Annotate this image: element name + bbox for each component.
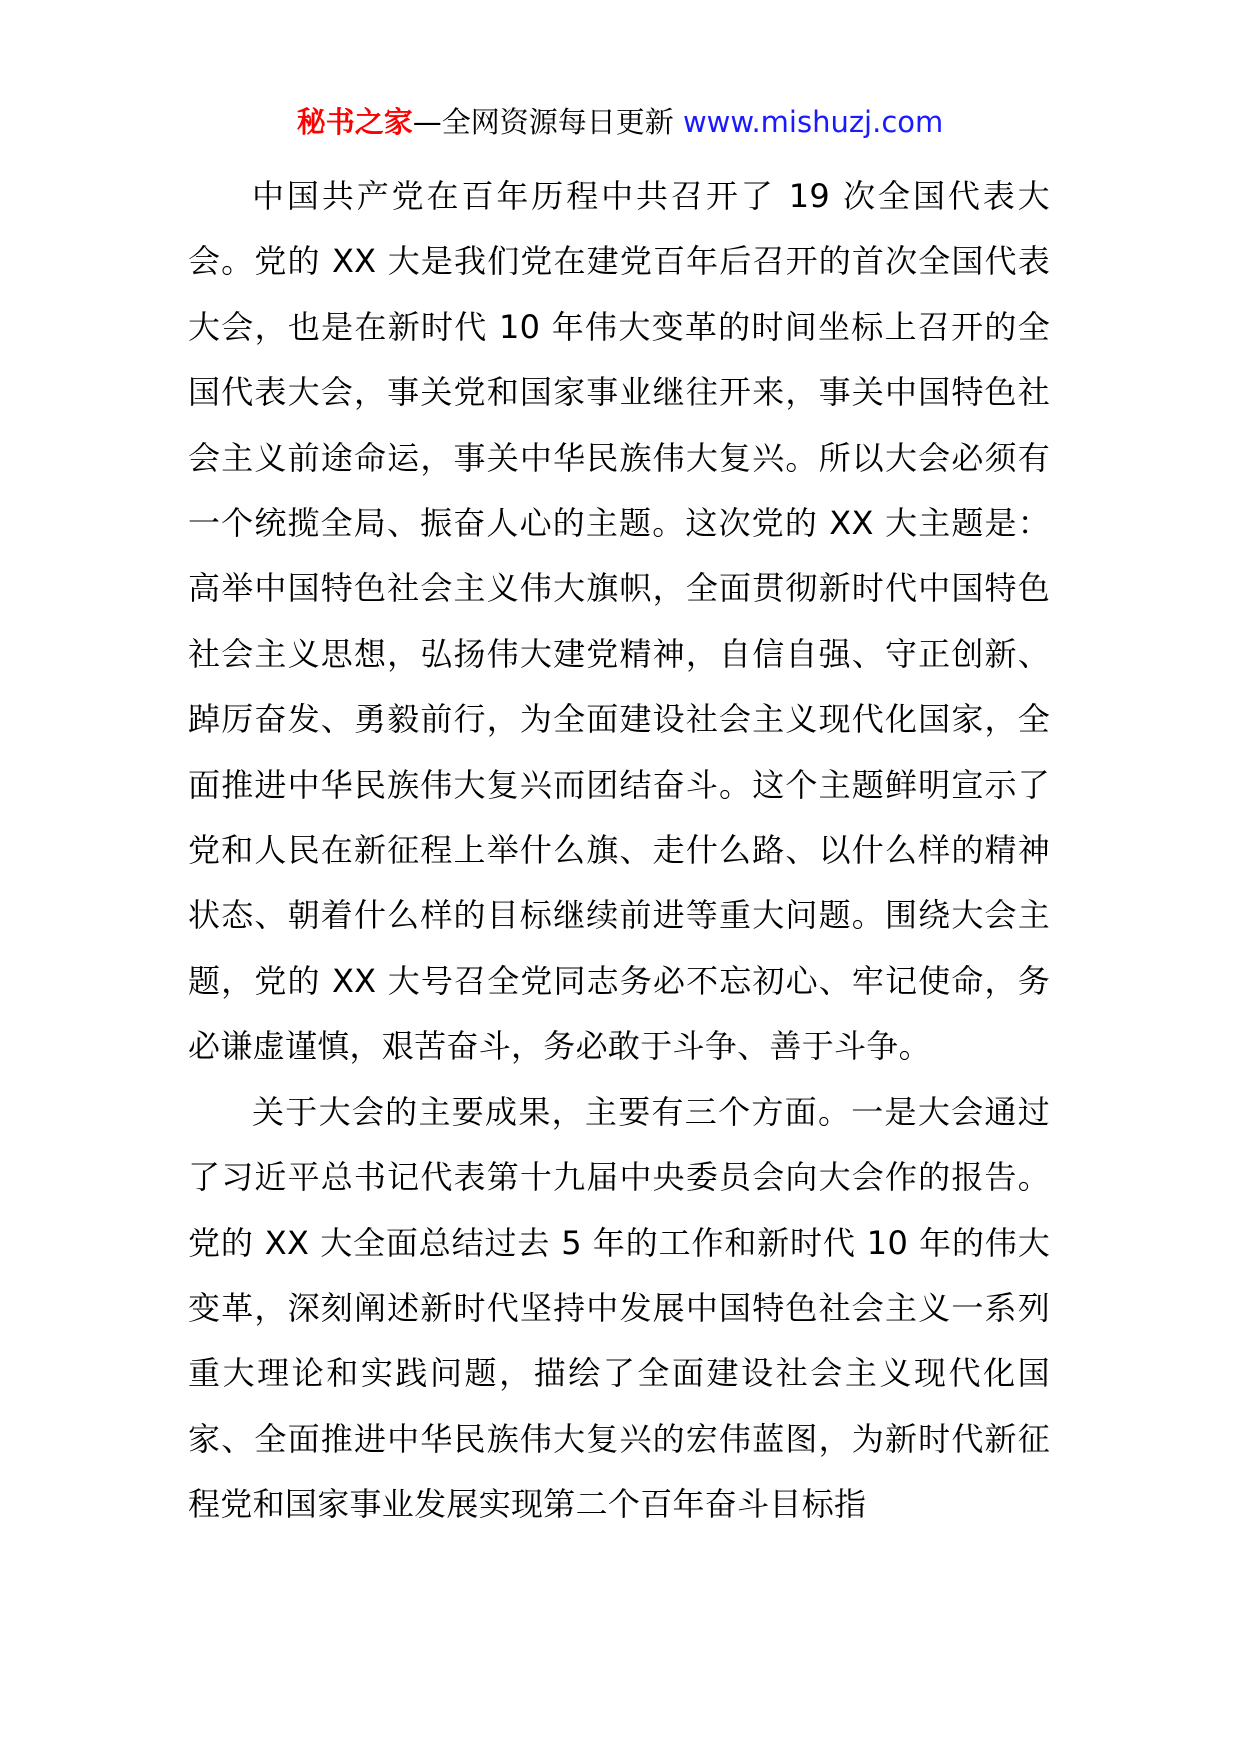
- header-url-link[interactable]: www.mishuzj.com: [682, 105, 944, 139]
- paragraph-1: 中国共产党在百年历程中共召开了 19 次全国代表大会。党的 XX 大是我们党在建党百年后召开的首次全国代表大会，也是在新时代 10 年伟大变革的时间坐标上召开的全国代表大会，事关党和国家事业继往开来，事关中国特色社会主义前途命运，事关中华民族伟大复兴。所以大会必须有一个统揽全局、振奋人心的主题。这次党的 XX 大主题是：高举中国特色社会主义伟大旗帜，全面贯彻新时代中国特色社会主义思想，弘扬伟大建党精神，自信自强、守正创新、踔厉奋发、勇毅前行，为全面建设社会主义现代化国家，全面推进中华民族伟大复兴而团结奋斗。这个主题鲜明宣示了党和人民在新征程上举什么旗、走什么路、以什么样的精神状态、朝着什么样的目标继续前进等重大问题。围绕大会主题，党的 XX 大号召全党同志务必不忘初心、牢记使命，务必谦虚谨慎，艰苦奋斗，务必敢于斗争、善于斗争。: [188, 177, 1050, 1066]
- header-brand: 秘书之家: [296, 105, 413, 139]
- paragraph-2: 关于大会的主要成果，主要有三个方面。一是大会通过了习近平总书记代表第十九届中央委员会向大会作的报告。党的 XX 大全面总结过去 5 年的工作和新时代 10 年的伟大变革，深刻阐述新时代坚持中发展中国特色社会主义一系列重大理论和实践问题，描绘了全面建设社会主义现代化国家、全面推进中华民族伟大复兴的宏伟蓝图，为新时代新征程党和国家事业发展实现第二个百年奋斗目标指: [188, 1092, 1050, 1524]
- document-body: [188, 164, 1050, 1538]
- page-header: [0, 100, 1240, 144]
- header-tagline: —全网资源每日更新: [412, 105, 674, 139]
